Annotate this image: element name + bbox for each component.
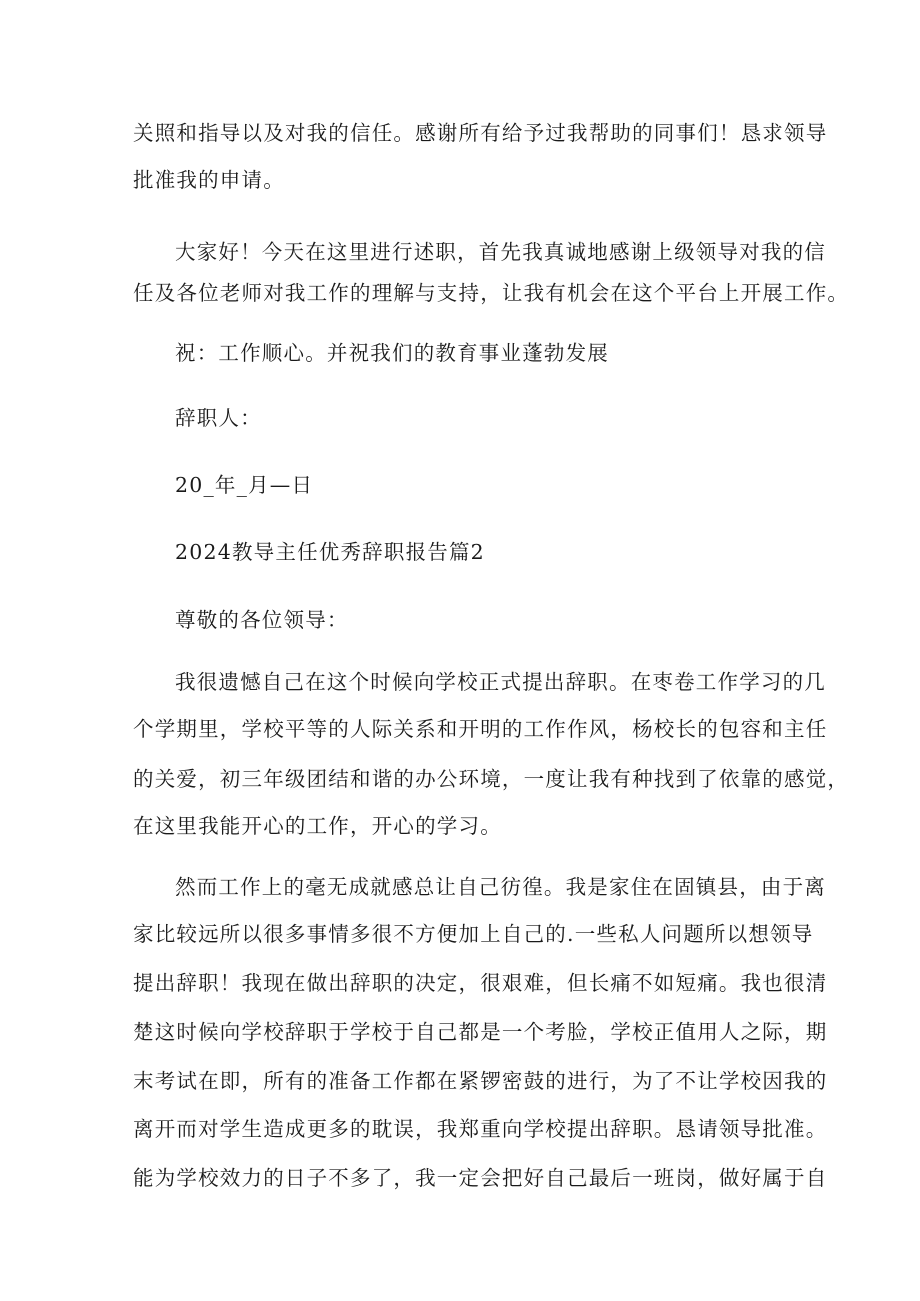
paragraph-line: 在这里我能开心的工作，开心的学习。 bbox=[133, 814, 502, 838]
date-line: 20_年_月—日 bbox=[175, 473, 314, 497]
paragraph-line: 然而工作上的毫无成就感总让自己彷徨。我是家住在固镇县，由于离 bbox=[175, 875, 826, 899]
blessing-line: 祝：工作顺心。并祝我们的教育事业蓬勃发展 bbox=[175, 341, 609, 365]
signer-line: 辞职人： bbox=[175, 406, 262, 430]
paragraph-line: 任及各位老师对我工作的理解与支持，让我有机会在这个平台上开展工作。 bbox=[133, 281, 850, 305]
paragraph-line: 楚这时候向学校辞职于学校于自己都是一个考脸，学校正值用人之际，期 bbox=[133, 1020, 828, 1044]
paragraph-line: 大家好！今天在这里进行述职，首先我真诚地感谢上级领导对我的信 bbox=[175, 240, 826, 264]
paragraph-line: 我很遗憾自己在这个时候向学校正式提出辞职。在枣卷工作学习的几 bbox=[175, 670, 826, 694]
paragraph-line: 批准我的申请。 bbox=[133, 168, 285, 192]
paragraph-line: 家比较远所以很多事情多很不方便加上自己的.一些私人问题所以想领导 bbox=[133, 922, 814, 946]
paragraph-line: 个学期里，学校平等的人际关系和开明的工作作风，杨校长的包容和主任 bbox=[133, 717, 828, 741]
paragraph-line: 关照和指导以及对我的信任。感谢所有给予过我帮助的同事们！恳求领导 bbox=[133, 121, 828, 145]
paragraph-line: 提出辞职！我现在做出辞职的决定，很艰难，但长痛不如短痛。我也很清 bbox=[133, 971, 828, 995]
paragraph-line: 能为学校效力的日子不多了，我一定会把好自己最后一班岗，做好属于自 bbox=[133, 1166, 828, 1190]
salutation: 尊敬的各位领导： bbox=[175, 608, 349, 632]
paragraph-line: 的关爱，初三年级团结和谐的办公环境，一度让我有种找到了依靠的感觉， bbox=[133, 767, 850, 791]
section-title: 2024教导主任优秀辞职报告篇2 bbox=[175, 540, 485, 564]
paragraph-line: 离开而对学生造成更多的耽误，我郑重向学校提出辞职。恳请领导批准。 bbox=[133, 1117, 828, 1141]
paragraph-line: 末考试在即，所有的准备工作都在紧锣密鼓的进行，为了不让学校因我的 bbox=[133, 1069, 828, 1093]
